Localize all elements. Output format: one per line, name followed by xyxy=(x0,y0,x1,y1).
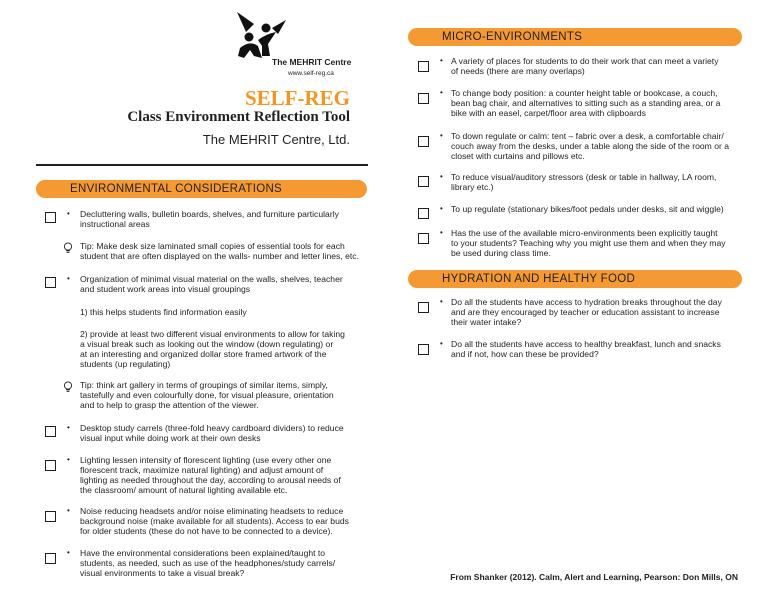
bullet: • xyxy=(440,228,443,237)
checkbox[interactable] xyxy=(45,277,56,288)
tip-text: Tip: think art gallery in terms of groupings of similar items, simply, tastefully and even colourfully done, for visual pleasure, orientation and to help to grasp the attention of the viewer. xyxy=(80,380,334,410)
bullet: • xyxy=(67,423,70,432)
brand-title: SELF-REG xyxy=(244,86,350,110)
list-item: To change body position: a counter height table or bookcase, a couch, bean bag chair, and alternatives to sitting such as a standing area, or a bike with an easel, carpet/floor area with clipboards xyxy=(451,88,721,118)
checkbox[interactable] xyxy=(418,136,429,147)
checkbox[interactable] xyxy=(418,93,429,104)
bullet: • xyxy=(440,56,443,65)
list-item: To down regulate or calm: tent – fabric over a desk, a comfortable chair/ couch away from the desks, under a table along the side of the room or a closet with curtains and pillows etc. xyxy=(451,131,730,161)
checkbox[interactable] xyxy=(45,553,56,564)
list-item: Desktop study carrels (three-fold heavy cardboard dividers) to reduce visual input while doing work at their own desks xyxy=(80,423,344,443)
note-text: 1) this helps students find information easily xyxy=(80,307,247,317)
list-item: Decluttering walls, bulletin boards, shelves, and furniture particularly instructional areas xyxy=(80,209,339,229)
page-title: Class Environment Reflection Tool xyxy=(127,109,350,125)
list-item: Noise reducing headsets and/or noise eliminating headsets to reduce background noise (make available for all students). Access to ear buds for older students (these do not have to be connected to a device). xyxy=(80,506,349,536)
list-item: Has the use of the available micro-environments been explicitly taught to your students? Teaching why you might use them and when they may be used during class time. xyxy=(451,228,726,258)
mehrit-logo xyxy=(232,10,356,80)
bullet: • xyxy=(440,172,443,181)
checkbox[interactable] xyxy=(418,208,429,219)
bullet: • xyxy=(440,88,443,97)
checkbox[interactable] xyxy=(418,233,429,244)
list-item: Have the environmental considerations been explained/taught to students, as needed, such as use of the headphones/study carrels/ visual environments to take a visual break? xyxy=(80,548,336,578)
list-item: Organization of minimal visual material on the walls, shelves, teacher and student work areas into visual groupings xyxy=(80,274,343,294)
bullet: • xyxy=(67,209,70,218)
checkbox[interactable] xyxy=(418,176,429,187)
section-header-hydration: HYDRATION AND HEALTHY FOOD xyxy=(408,270,742,288)
bullet: • xyxy=(67,506,70,515)
checkbox[interactable] xyxy=(418,61,429,72)
org-name: The MEHRIT Centre, Ltd. xyxy=(202,132,350,147)
lightbulb-icon xyxy=(63,381,73,393)
note-text: 2) provide at least two different visual environments to allow for taking a visual break such as looking out the window (down regulating) or at an interesting and organized dollar store framed artwork of the students (up regulating) xyxy=(80,329,345,369)
divider xyxy=(36,164,368,166)
checkbox[interactable] xyxy=(45,426,56,437)
logo-url: www.self-reg.ca xyxy=(288,70,334,77)
bullet: • xyxy=(440,131,443,140)
bullet: • xyxy=(440,204,443,213)
citation: From Shanker (2012). Calm, Alert and Learning, Pearson: Don Mills, ON xyxy=(450,572,738,582)
bullet: • xyxy=(67,548,70,557)
bullet: • xyxy=(67,274,70,283)
list-item: Lighting lessen intensity of florescent lighting (use every other one florescent track, maximize natural lighting) and adjust amount of lighting as needed throughout the day, according to arousal needs of the classroom/ amount of natural lighting available etc. xyxy=(80,455,341,495)
bullet: • xyxy=(67,455,70,464)
checkbox[interactable] xyxy=(45,511,56,522)
checkbox[interactable] xyxy=(418,302,429,313)
logo-name: The MEHRIT Centre xyxy=(272,57,352,67)
list-item: To up regulate (stationary bikes/foot pedals under desks, sit and wiggle) xyxy=(451,204,724,214)
bullet: • xyxy=(440,297,443,306)
checkbox[interactable] xyxy=(418,344,429,355)
list-item: To reduce visual/auditory stressors (desk or table in hallway, LA room, library etc.) xyxy=(451,172,717,192)
checkbox[interactable] xyxy=(45,212,56,223)
bullet: • xyxy=(440,339,443,348)
list-item: Do all the students have access to hydration breaks throughout the day and are they encouraged by teacher or education assistant to increase their water intake? xyxy=(451,297,722,327)
lightbulb-icon xyxy=(63,242,73,254)
section-header-environmental: ENVIRONMENTAL CONSIDERATIONS xyxy=(36,180,367,198)
list-item: Do all the students have access to healthy breakfast, lunch and snacks and if not, how can these be provided? xyxy=(451,339,721,359)
section-header-micro: MICRO-ENVIRONMENTS xyxy=(408,28,742,46)
list-item: A variety of places for students to do their work that can meet a variety of needs (there are many overlaps) xyxy=(451,56,719,76)
checkbox[interactable] xyxy=(45,460,56,471)
tip-text: Tip: Make desk size laminated small copies of essential tools for each student that are often displayed on the walls- number and letter lines, etc. xyxy=(80,241,359,261)
